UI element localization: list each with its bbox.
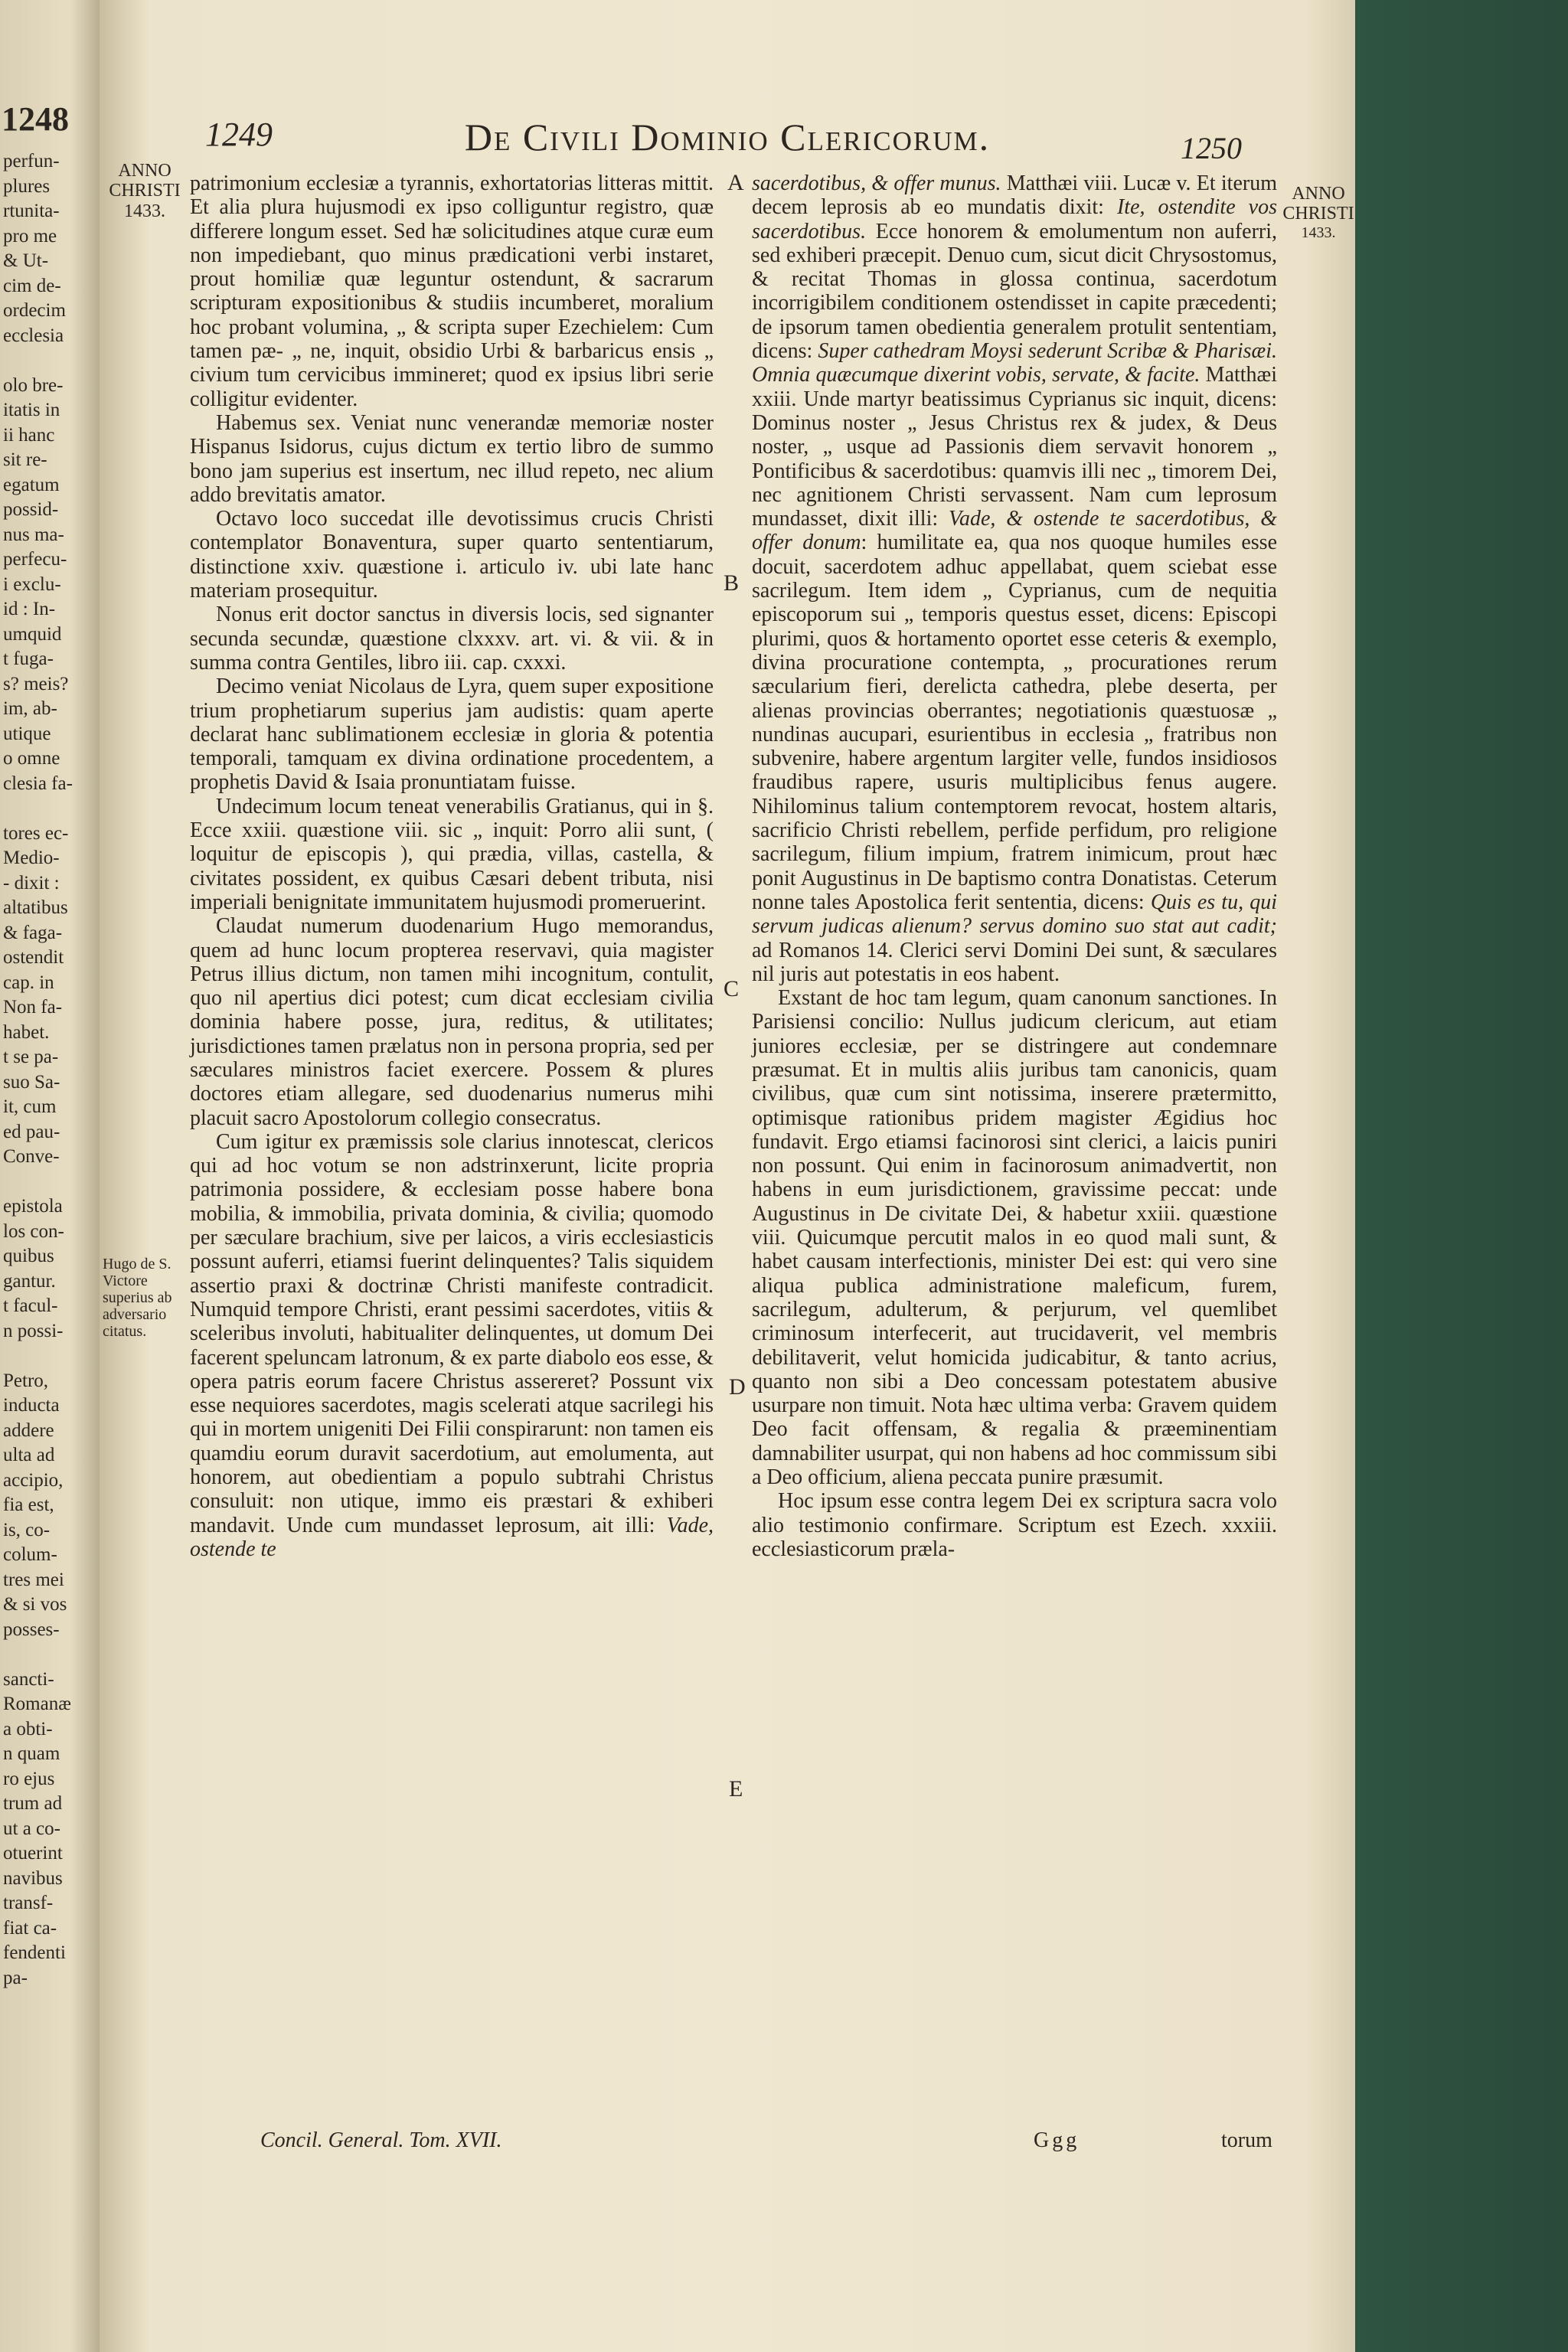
right-text-1b: Ecce honorem & emolumentum non auferri, sed exhiberi præcepit. Denuo cum, sicut dicit Chrysostomus, & recitat Thomas in glossa continua, sacerdotum incorrigibilem conditionem ostendisset in capite præcedenti; de ipsorum tamen obedientia generalem protulit sententiam, dicens: [752,219,1278,364]
previous-page-fragment: nus ma- [3,524,64,545]
previous-page-fragment: Petro, [3,1370,49,1391]
background-right [1355,0,1568,2352]
previous-page-fragment: olo bre- [3,374,64,396]
previous-page-fragment: clesia fa- [3,773,73,794]
page-number-right: 1250 [1181,131,1242,165]
previous-page-fragment: ecclesia [3,325,64,346]
left-column [190,172,714,1561]
section-mark-b: B [724,570,740,596]
previous-page-fragment: & Ut- [3,250,49,271]
previous-page-fragment [3,1642,98,1668]
right-paragraph-2: Exstant de hoc tam legum, quam canonum sanctiones. In Parisiensi concilio: Nullus judicum clericum, aut etiam juniores ecclesiæ, per se distringere aut condemnare præsumat. Et in multis aliis juribus tam canonicis, quam civilibus, quæ cum sint notissima, inserere prætermitto, optimisque rationibus pridem magister Ægidius hoc fundavit. Ergo etiamsi facinorosi sint clerici, a laicis puniri non possunt. Qui enim in facinorosum animadvertit, non habens in eum jurisdictionem, gravissime peccat: unde Augustinus in De civitate Dei, & habetur xxiii. quæstione viii. Quicumque percutit malos in eo quod mali sunt, & habet causam interfectionis, minister Dei est: qui vero sine aliqua publica administratione maleficum, furem, sacrilegum, adulterum, & perjurum, vel quemlibet criminosum interfecerit, aut trucidaverit, vel membris debilitaverit, velut homicida judicabitur, & tanto acrius, quanto non sibi a Deo concessam potestatem abusive usurpare non timuit. Nota hæc ultima verba: Gravem quidem Deo facit offensam, & regalia & præeminentiam damnabiliter usurpat, qui non habens ad hoc commissum sibi a Deo officium, aliena peccata punire præsumit. [752,986,1277,1490]
previous-page-fragment: cim de- [3,275,61,296]
footer-volume: Concil. General. Tom. XVII. [260,2128,502,2152]
previous-page-fragment: a obti- [3,1718,53,1740]
right-text-1: Matthæi viii. Lucæ v. Et iterum decem leprosis ab eo mundatis dixit: [752,172,1277,220]
previous-page-fragment: is, co- [3,1519,51,1540]
previous-page-fragment: t facul- [3,1295,58,1316]
previous-page-fragment: quibus [3,1246,54,1266]
previous-page-fragment: sit re- [3,449,47,470]
previous-page-fragment: cap. in [3,972,54,993]
left-paragraph-8-text: Cum igitur ex præmissis sole clarius innotescat, clericos qui ad hoc votum se non adstrinxerunt, licite propria patrimonia possidere, & ecclesiam posse habere bona mobilia, & immobilia, privata dominia, & civilia; quomodo per sæculare brachium, sive per laicos, a viris ecclesiasticis possunt auferri, etiamsi fuerint delinquentes? Talis siquidem assertio praxi & doctrinæ Christi manifeste contradicit. Numquid tempore Christi, erant pessimi sacerdotes, vitiis & sceleribus involuti, habitualiter delinquentes, ut domum Dei facerent speluncam latronum, & ex parte diabolo eos esse, & opera patris eorum facere Christus assereret? Possunt vix esse nequiores sacerdotes, magis scelerati atque sacrilegi his qui in mortem unigeniti Dei Filii conspirarunt: non tamen eis quamdiu eorum duravit sacerdotium, aut emolumenta, aut honorem, aut obedientiam a populo subtrahi Christus consuluit: non utique, immo eis præstari & exhiberi mandavit. Unde cum mundasset leprosum, ait illi: [190,1129,714,1537]
margin-anno-right [1280,184,1355,241]
previous-page-fragment: inducta [3,1395,60,1416]
previous-page-fragment: suo Sa- [3,1071,60,1093]
left-paragraph-1: patrimonium ecclesiæ a tyrannis, exhortatorias litteras mittit. Et alia plura hujusmodi ex ipso colliguntur registro, quæ differere longum esset. Sed hæ solicitudines atque curæ eum non impediebant, quo minus prædicationi verbi instaret, prout homiliæ quæ leguntur ostendunt, & sacrarum scripturam expositionibus & studiis incumberet, moralium hoc probant volumina, „ & scripta super Ezechielem: Cum tamen pæ- „ ne, inquit, obsidio Urbi & barbaricus ensis „ civium tum cervicibus immineret; quod ex ipsius libri serie colligitur evidenter. [190,172,714,411]
right-column [752,172,1277,1561]
left-paragraph-8 [190,1130,714,1561]
right-paragraph-1 [752,172,1277,986]
previous-page-fragment: & faga- [3,922,63,943]
page-number-left: 1249 [205,116,273,153]
right-text-1e: ad Romanos 14. Clerici servi Domini Dei sunt, & sæculares nil juris aut potestatis in eos habent. [752,938,1277,986]
right-quote-5: Quis es tu, qui servum judicas alienum? servus domino suo stat aut cadit; [752,890,1278,939]
right-quote-3: Super cathedram Moysi sederunt Scribæ & Pharisæi. Omnia quæcumque dixerint vobis, servate, & facite. [752,339,1278,387]
previous-page-fragment [3,796,98,822]
previous-page-number: 1248 [2,100,69,138]
left-paragraph-6: Undecimum locum teneat venerabilis Gratianus, qui in §. Ecce xxiii. quæstione viii. sic „ inquit: Porro alii sunt, ( loquitur de episcopis ), qui prædia, villas, castella, & civitates possident, ex quibus Cæsari debent tributa, nisi imperiali benignitate immunitatem hujusmodi promeruerint. [190,794,714,914]
right-quote-4: Vade, & ostende te sacerdotibus, & offer donum [752,507,1277,555]
previous-page-fragment: n quam [3,1743,60,1764]
previous-page-fragment: o omne [3,748,60,769]
previous-page-fragment: s? meis? [3,673,69,694]
previous-page-fragment: tres mei [3,1569,64,1590]
previous-page-fragment: fia est, [3,1494,54,1515]
previous-page-fragment: Conve- [3,1146,60,1167]
previous-page-fragment: egatum [3,474,60,495]
left-paragraph-7: Claudat numerum duodenarium Hugo memorandus, quem ad hunc locum propterea reservavi, quia magister Petrus illius dictum, non tamen mihi incognitum, contulit, quo nil apertius dici potest; cum dicat ecclesiam civilia dominia habere posse, jura, reditus, & utilitates; jurisdictiones tamen prælatus non in persona propria, sed per sæculares ministros faciet exercere. Possem & plures doctores etiam allegare, sed duodenarius numerus mihi placuit sacro Apostolorum collegio consecratus. [190,914,714,1130]
previous-page-fragment: tores ec- [3,822,69,844]
previous-page-fragment: possid- [3,499,59,520]
previous-page-fragment: gantur. [3,1270,56,1292]
right-paragraph-3: Hoc ipsum esse contra legem Dei ex scriptura sacra volo alio testimonio confirmare. Scriptum est Ezech. xxxiii. ecclesiasticorum præla- [752,1489,1277,1561]
previous-page-fragment: sancti- [3,1668,54,1690]
left-paragraph-4: Nonus erit doctor sanctus in diversis locis, sed signanter secunda secundæ, quæstione clxxxv. art. vi. & vii. & in summa contra Gentiles, libro iii. cap. cxxxi. [190,603,714,675]
previous-page-fragment: trum ad [3,1793,63,1814]
previous-page [0,0,100,2352]
previous-page-fragment: utique [3,723,51,744]
right-quote-2: Ite, ostendite vos sacerdotibus. [752,195,1277,243]
previous-page-fragments [3,149,98,1991]
previous-page-fragment [3,1170,98,1195]
previous-page-fragment: epistola [3,1196,63,1217]
catchword: torum [1221,2128,1272,2152]
left-paragraph-2: Habemus sex. Veniat nunc venerandæ memoriæ noster Hispanus Isidorus, cujus dictum ex tertio libro de summo bono jam superius est insertum, nec illud repeto, nec alium addo brevitatis amator. [190,410,714,507]
previous-page-fragment: ordecim [3,300,66,321]
previous-page-fragment: ro ejus [3,1768,55,1789]
right-text-1c: Matthæi xxiii. Unde martyr beatissimus Cyprianus sic inquit, dicens: Dominus noster „ Jesus Christus rex & judex, & Deus noster, „ usque ad Passionis diem servavit honorem „ Pontificibus & sacerdotibus: quamvis illi nec „ timorem Dei, nec agnitionem Christi servassent. Nam cum leprosum mundasset, dixit illi: [752,363,1278,531]
left-paragraph-8-quote: Vade, ostende te [190,1513,714,1561]
previous-page-fragment: plures [3,175,51,197]
previous-page-fragment: los con- [3,1220,64,1242]
previous-page-fragment: it, cum [3,1096,57,1117]
previous-page-fragment: addere [3,1419,54,1441]
section-mark-d: D [729,1374,746,1400]
margin-anno-year: 1433. [1301,224,1336,241]
previous-page-fragment: id : In- [3,599,56,619]
previous-page-fragment: ostendit [3,947,64,968]
margin-anno-left: ANNO CHRISTI 1433. [109,161,181,221]
previous-page-fragment: fiat ca- [3,1917,57,1939]
previous-page-fragment: navibus [3,1867,63,1889]
previous-page-fragment: accipio, [3,1469,64,1491]
previous-page-fragment: i exclu- [3,573,61,595]
previous-page-fragment [3,348,98,374]
previous-page-fragment: pro me [3,225,57,247]
signature-mark: Ggg [1034,2128,1080,2152]
previous-page-fragment: altatibus [3,897,68,918]
current-page [100,0,1355,2352]
left-paragraph-3: Octavo loco succedat ille devotissimus crucis Christi contemplator Bonaventura, super quarto sententiarum, distinctione xxiv. quæstione i. articulo iv. ubi late hanc materiam prosequitur. [190,507,714,603]
previous-page-fragment: ii hanc [3,424,55,446]
margin-christi-word: CHRISTI [1282,204,1354,224]
previous-page-fragment: otuerint [3,1843,63,1864]
section-mark-c: C [724,976,740,1001]
previous-page-fragment: perfecu- [3,549,67,570]
previous-page-fragment: ed pau- [3,1121,60,1142]
previous-page-fragment: im, ab- [3,698,57,719]
previous-page-fragment: itatis in [3,400,60,420]
previous-page-fragment: posses- [3,1619,60,1640]
previous-page-fragment: fendenti [3,1942,66,1963]
previous-page-fragment: colum- [3,1544,57,1565]
previous-page-fragment: Romanæ [3,1694,71,1714]
previous-page-fragment: t fuga- [3,648,54,669]
previous-page-fragment: t se pa- [3,1047,59,1067]
section-mark-a: A [727,170,744,195]
previous-page-fragment: Non fa- [3,997,63,1018]
previous-page-fragment: ulta ad [3,1445,55,1465]
previous-page-fragment: habet. [3,1021,50,1043]
previous-page-fragment: Medio- [3,848,60,868]
previous-page-fragment: - dixit : [3,872,60,893]
running-title: De Civili Dominio Clericorum. [464,116,991,158]
previous-page-fragment: transf- [3,1893,54,1913]
previous-page-fragment: perfun- [3,151,60,172]
previous-page-fragment: rtunita- [3,201,60,221]
right-text-1d: : humilitate ea, qua nos quoque humiles esse docuit, sacerdotem adhuc appellabat, quem sciebat esse sacrilegum. Item idem „ Cyprianus, cum de nequitia episcoporum sui „ temporis questus esset, dicens: Episcopi plurimi, quos & hortamento oportet esse ceteris & exemplo, divina procuratione contempta, „ procurationes rerum sæcularium fieri, derelicta cathedra, plebe deserta, per alienas provincias oberrantes; negotiationis quæstuosæ „ nundinas aucupari, esurientibus in ecclesia „ fratribus non subvenire, habere argentum largiter velle, fundos insidiosos fraudibus rapere, usuris multiplicibus fenus augere. Nihilominus talium contemptorem revocat, hostem altaris, sacrificio Christi rebellem, perfide perfidum, pro religione sacrilegum, filium impium, fratrem inimicum, prout hæc ponit Augustinus in De baptismo contra Donatistas. Ceterum nonne tales Apostolica ferit sententia, dicens: [752,531,1277,914]
section-mark-e: E [729,1776,743,1802]
margin-anno-word: ANNO [1292,184,1345,204]
previous-page-fragment [3,1344,98,1369]
left-paragraph-5: Decimo veniat Nicolaus de Lyra, quem super expositione trium prophetiarum superius jam audistis: quam aperte declarat hanc sublimationem ecclesiæ in gloria & potentia temporali, tamquam ex divina ordinatione procedentem, a prophetis David & Isaia pronuntiatam fuisse. [190,675,714,795]
previous-page-fragment: ut a co- [3,1818,60,1839]
previous-page-fragment: n possi- [3,1320,64,1341]
previous-page-fragment: umquid [3,623,62,645]
right-quote-1: sacerdotibus, & offer munus. [752,172,1001,195]
margin-note-hugo: Hugo de S. Victore superius ab adversario citatus. [103,1256,172,1340]
previous-page-fragment: pa- [3,1967,28,1988]
previous-page-fragment: & si vos [3,1594,67,1615]
